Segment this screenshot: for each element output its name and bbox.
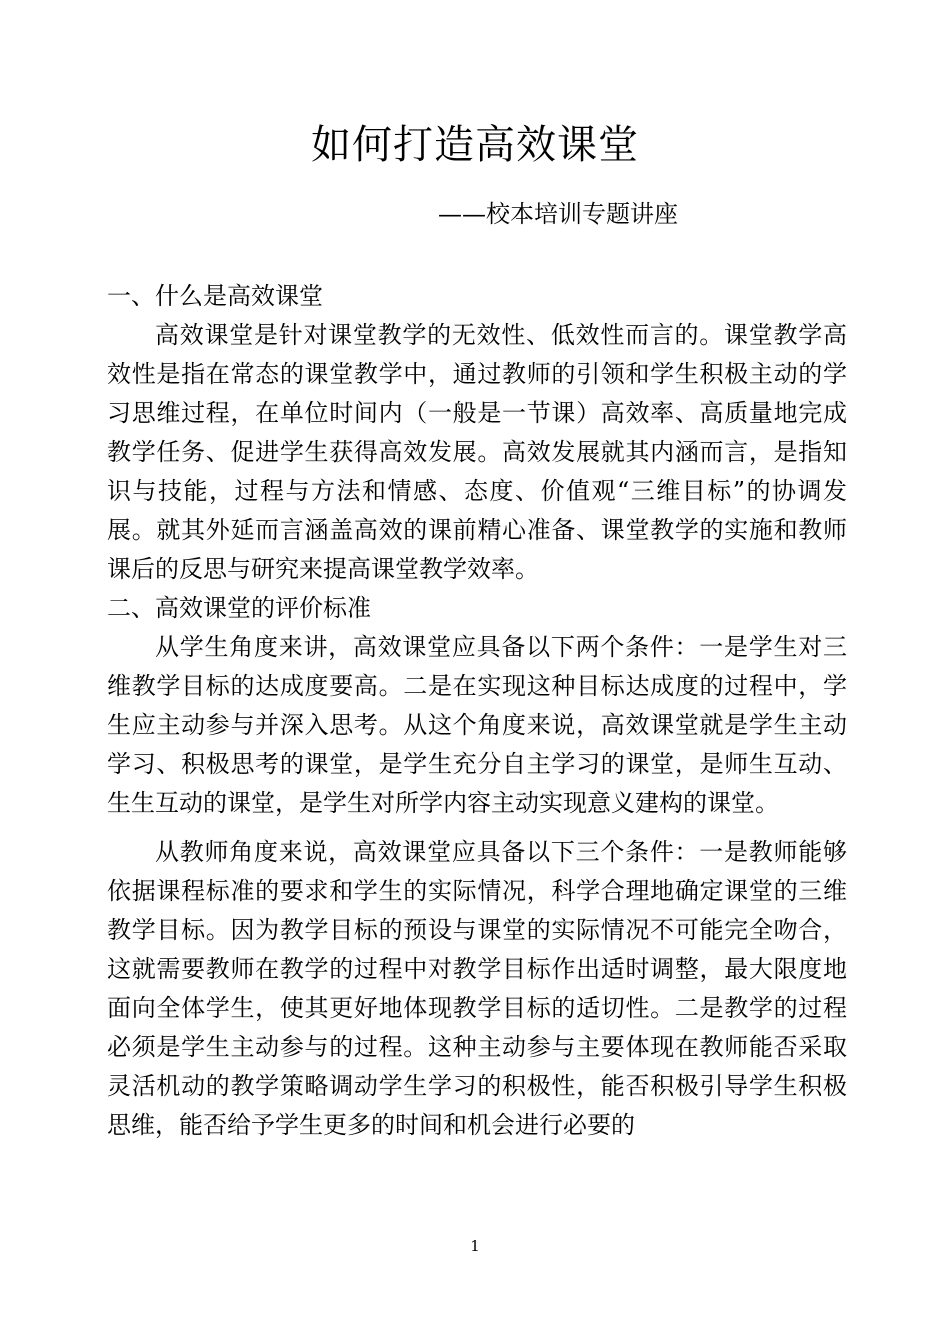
paragraph: 从学生角度来讲，高效课堂应具备以下两个条件：一是学生对三维教学目标的达成度要高。二是在实现这种目标达成度的过程中，学生应主动参与并深入思考。从这个角度来说，高效课堂就是学生主动学习、积极思考的课堂，是学生充分自主学习的课堂，是师生互动、生生互动的课堂，是学生对所学内容主动实现意义建构的课堂。 xyxy=(107,633,847,817)
page-number: 1 xyxy=(470,1237,480,1255)
section-heading: 一、什么是高效课堂 xyxy=(107,282,323,310)
document-title: 如何打造高效课堂 xyxy=(311,122,639,168)
document-subtitle: ——校本培训专题讲座 xyxy=(438,200,678,228)
paragraph: 从教师角度来说，高效课堂应具备以下三个条件：一是教师能够依据课程标准的要求和学生的实际情况，科学合理地确定课堂的三维教学目标。因为教学目标的预设与课堂的实际情况不可能完全吻合，这就需要教师在教学的过程中对教学目标作出适时调整，最大限度地面向全体学生，使其更好地体现教学目标的适切性。二是教学的过程必须是学生主动参与的过程。这种主动参与主要体现在教师能否采取灵活机动的教学策略调动学生学习的积极性，能否积极引导学生积极思维，能否给予学生更多的时间和机会进行必要的 xyxy=(107,838,847,1139)
section-evaluation-criteria xyxy=(107,589,847,1145)
section-what-is-efficient-classroom xyxy=(107,277,847,589)
section-heading: 二、高效课堂的评价标准 xyxy=(107,594,371,622)
document-body xyxy=(107,277,847,1145)
paragraph: 高效课堂是针对课堂教学的无效性、低效性而言的。课堂教学高效性是指在常态的课堂教学中，通过教师的引领和学生积极主动的学习思维过程，在单位时间内（一般是一节课）高效率、高质量地完成教学任务、促进学生获得高效发展。高效发展就其内涵而言，是指知识与技能，过程与方法和情感、态度、价值观“三维目标”的协调发展。就其外延而言涵盖高效的课前精心准备、课堂教学的实施和教师课后的反思与研究来提高课堂教学效率。 xyxy=(107,321,847,583)
